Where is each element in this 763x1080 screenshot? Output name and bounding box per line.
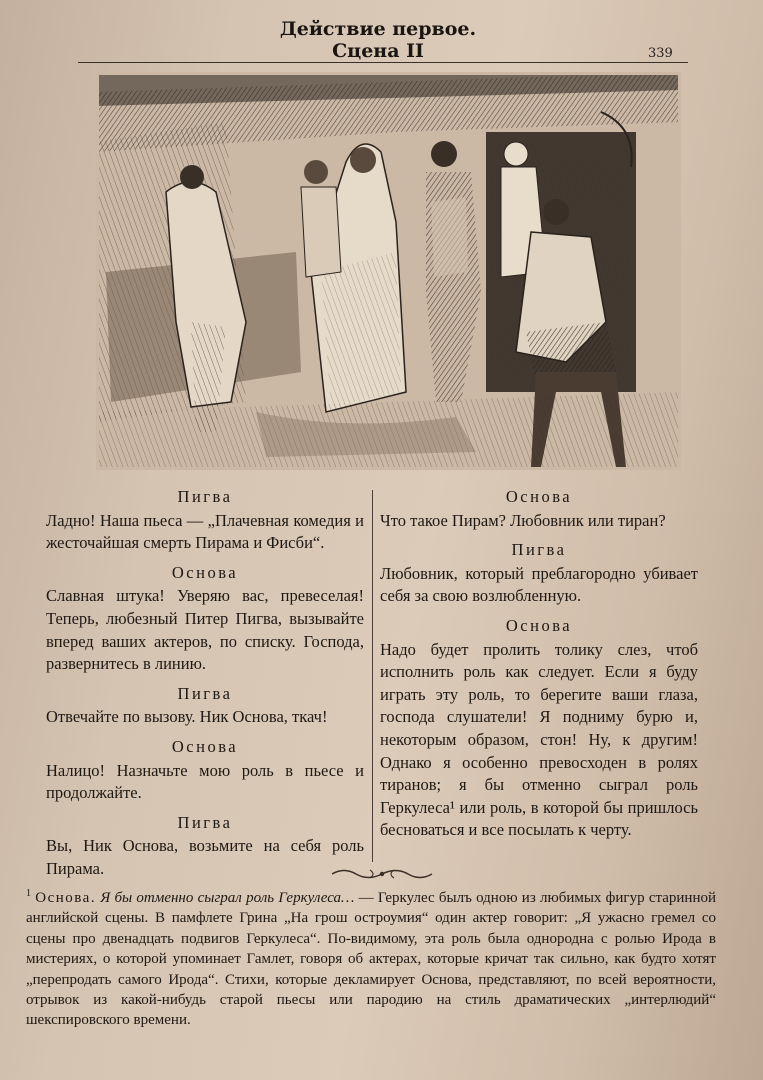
speaker-name: Пигва: [177, 812, 233, 832]
speaker-name: Пигва: [511, 540, 567, 560]
footnote-character: Основа.: [35, 890, 97, 906]
speech-text: Отвечайте по вызову. Ник Основа, ткач!: [46, 707, 328, 727]
footnote-marker: 1: [26, 888, 31, 899]
speech-text: Надо будет пролить толику слез, чтоб исполнить роль как следует. Если я буду играть эту роль, то берегите ваши глаза, господа слушатели! Я подниму бурю и, некоторым образом, стон! Ну, к другим! Однако я особенно превосходен в ролях тиранов; я бы отменно сыграл роль Геркулеса¹ или роль, в которой бы пришлось бесноваться и все посылать к черту.: [380, 639, 698, 840]
engraving-illustration: [96, 72, 681, 470]
speaker-name: Пигва: [177, 487, 233, 506]
speech-text: Славная штука! Уверяю вас, превеселая! Теперь, любезный Питер Пигва, вызывайте вперед ваших актеров, по списку. Господа, развернитесь в линию.: [46, 586, 364, 674]
speaker-name: Основа: [505, 615, 573, 635]
speech-text: Вы, Ник Основа, возьмите на себя роль Пирама.: [46, 836, 364, 878]
header-rule: [78, 62, 688, 63]
speech-text: Налицо! Назначьте мою роль в пьесе и продолжайте.: [46, 760, 364, 803]
running-head: Действие первое. Сцена II: [279, 18, 477, 62]
speaker-name: Основа: [171, 736, 239, 756]
speech-text: Что такое Пирам? Любовник или тиран?: [380, 510, 666, 530]
dialogue-column-left: [46, 486, 364, 888]
page-number: 339: [648, 46, 673, 61]
speech-text: Любовник, который преблагородно убивает себя за свою возлюбленную.: [380, 563, 698, 606]
speaker-name: Пигва: [177, 683, 233, 703]
footnote-text: — Геркулес былъ одною из любимых фигур старинной английской сцены. В памфлете Грина „На грош остроумия“ один актер говорит: „Я ужасно гремел со сцены про двенадцать подвигов Геркулеса“. По-видимому, эта роль была однородна с ролью Ирода в мистериях, о которой упоминает Гамлет, говоря об актерах, которые кричат так сильно, как будто хотят „перепродать самого Ирода“. Стихи, которые декламирует Основа, представляют, по всей вероятности, отрывок из какой-нибудь старой пьесы или пародию на стиль драматических „интерлюдий“ шекспировского времени.: [26, 890, 716, 1029]
footnote: [26, 884, 716, 1031]
speaker-name: Основа: [171, 562, 239, 582]
footnote-quote: Я бы отменно сыграл роль Геркулеса…: [100, 890, 355, 906]
dialogue-column-right: [380, 486, 698, 849]
speech-text: Ладно! Наша пьеса — „Плачевная комедия и жесточайшая смерть Пирама и Фисби“.: [46, 510, 364, 553]
column-divider: [372, 490, 373, 862]
speaker-name: Основа: [505, 487, 573, 506]
ornament-divider: [330, 866, 434, 882]
